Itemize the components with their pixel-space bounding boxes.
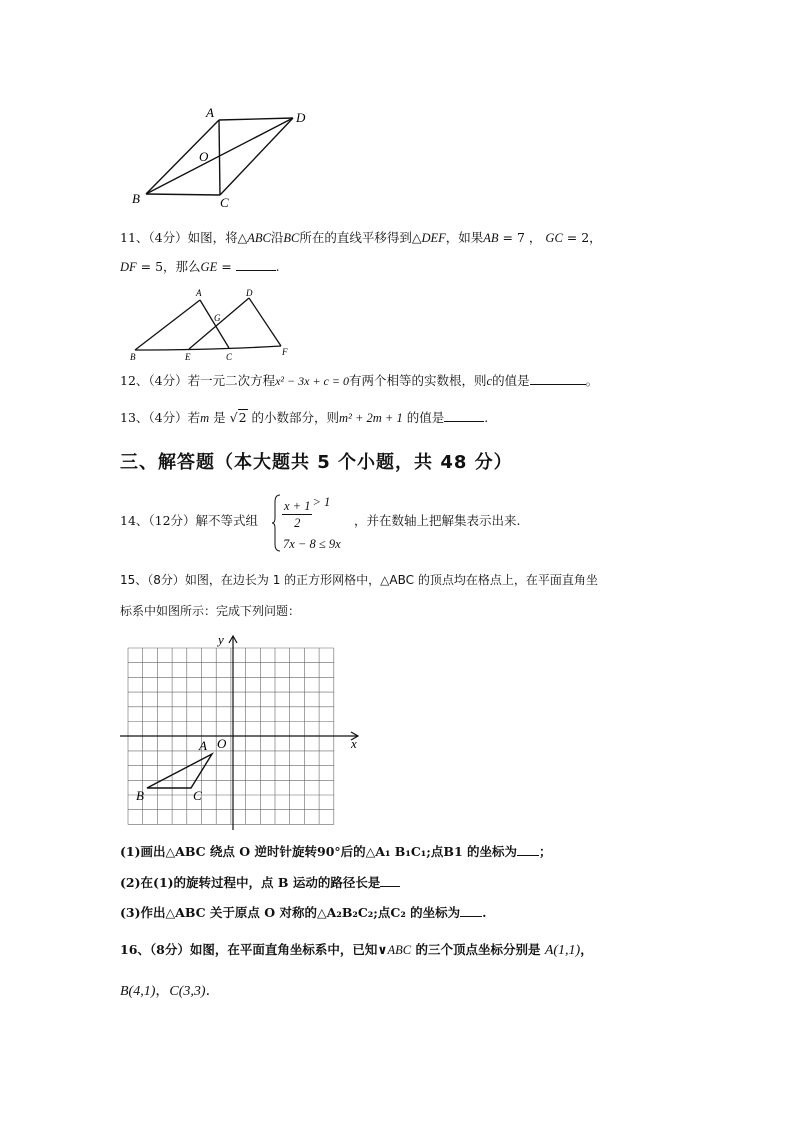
question-15-line2: 标系中如图所示：完成下列问题：: [120, 604, 301, 618]
label-d: D: [296, 110, 306, 125]
brace-icon: [271, 494, 281, 552]
inequality-2: 7x − 8 ≤ 9x: [283, 537, 341, 551]
label-a: A: [196, 288, 202, 298]
question-15-sub1: (1)画出△ABC 绕点 O 逆时针旋转90°后的△A₁ B₁C₁;点B1 的坐标为 ；: [120, 844, 552, 859]
question-15-line1: 15、（8分）如图，在边长为 1 的正方形网格中，△ABC 的顶点均在格点上，在平面直角坐: [120, 573, 598, 587]
label-a: A: [199, 738, 207, 753]
label-c: C: [220, 195, 229, 210]
side-dc: [220, 118, 293, 195]
label-b: B: [130, 352, 136, 362]
label-g: G: [214, 313, 221, 323]
answer-blank-15-2[interactable]: [380, 886, 400, 887]
inequality-1: $\frac{x + 1}{2}$ > 1: [284, 495, 331, 530]
base-bf: [135, 346, 281, 350]
answer-blank-15-3[interactable]: [460, 916, 482, 917]
question-11-line2: DF = 5，那么GE = .: [120, 259, 280, 274]
side-ab: [135, 300, 200, 350]
parallelogram-figure: [125, 100, 325, 212]
question-16-line1: 16、（8分）如图，在平面直角坐标系中，已知∨ABC 的三个顶点坐标分别是 A(1,1)，: [120, 942, 593, 958]
label-x: x: [351, 736, 357, 751]
question-13: 13、（4分）若m 是 √2 的小数部分，则m² + 2m + 1 的值是 .: [120, 410, 489, 425]
label-b: B: [132, 191, 140, 206]
question-15-sub3: (3)作出△ABC 关于原点 O 对称的△A₂B₂C₂;点C₂ 的坐标为 .: [120, 905, 487, 920]
label-a: A: [206, 105, 214, 120]
side-bc: [146, 194, 220, 195]
triangle-abc: [147, 754, 212, 788]
side-ac: [200, 300, 229, 348]
label-o: O: [199, 149, 209, 164]
label-e: E: [185, 352, 191, 362]
label-y: y: [218, 632, 224, 647]
answer-blank-13[interactable]: [444, 421, 484, 422]
label-c: C: [193, 788, 202, 803]
question-14-suffix: ，并在数轴上把解集表示出来.: [354, 513, 521, 528]
label-b: B: [136, 788, 144, 803]
coordinate-grid-figure: [118, 630, 363, 832]
label-c: C: [226, 352, 233, 362]
question-14-prefix: 14、（12分）解不等式组: [120, 513, 259, 528]
answer-blank-12[interactable]: [530, 384, 586, 385]
question-15-sub2: (2)在(1)的旋转过程中，点 B 运动的路径长是: [120, 874, 400, 892]
label-f: F: [282, 347, 288, 357]
side-df: [249, 298, 281, 346]
side-ad: [219, 118, 293, 120]
question-16-line2: B(4,1)，C(3,3).: [120, 983, 211, 999]
question-12: 12、（4分）若一元二次方程x² − 3x + c = 0有两个相等的实数根，则c的值是 。: [120, 373, 599, 388]
question-11-line1: 11、（4分）如图，将△ABC沿BC所在的直线平移得到△DEF，如果AB = 7 ， GC = 2，: [120, 230, 602, 245]
label-d: D: [246, 288, 253, 298]
side-de: [189, 298, 249, 349]
section-heading: 三、解答题（本大题共 5 个小题，共 48 分）: [120, 452, 513, 473]
diagonal-ac: [219, 120, 220, 195]
answer-blank-11[interactable]: [236, 270, 276, 271]
answer-blank-15-1[interactable]: [517, 855, 539, 856]
label-o: O: [217, 736, 227, 751]
translation-figure: [125, 286, 300, 364]
